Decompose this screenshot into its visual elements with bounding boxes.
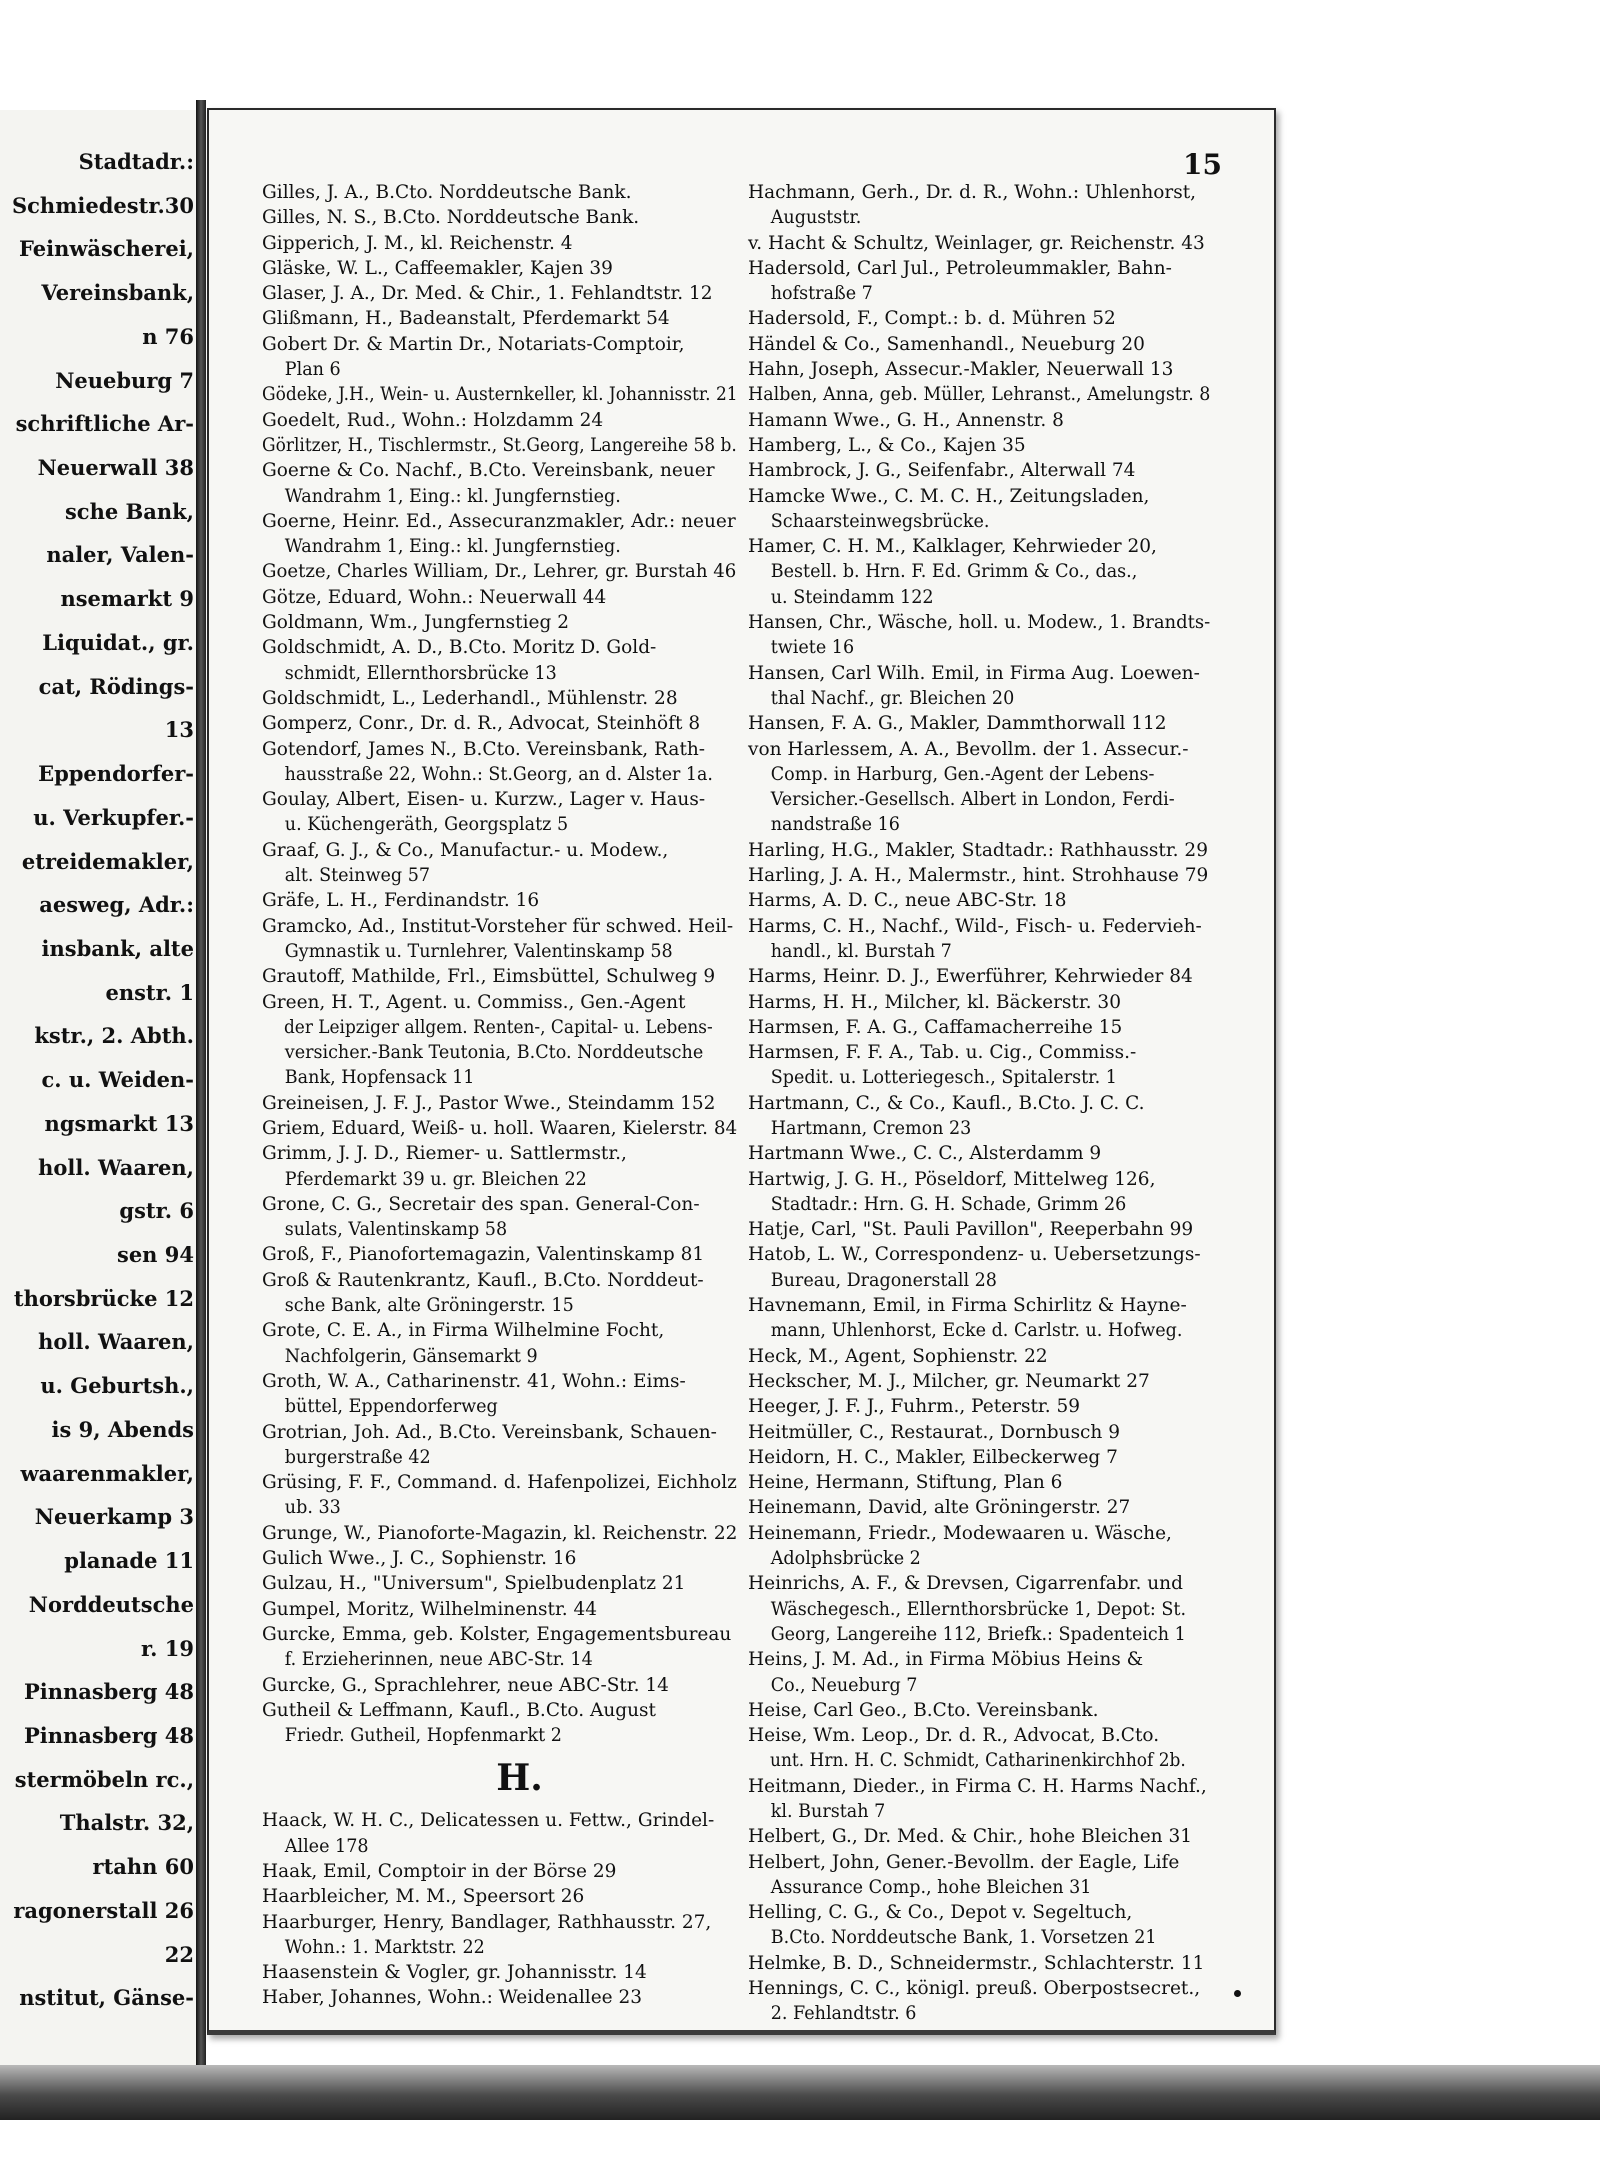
left-page-text-line: stermöbeln rc., xyxy=(14,1766,194,1792)
left-page-text-line: schriftliche Ar- xyxy=(15,411,194,437)
entry-continuation: Friedr. Gutheil, Hopfenmarkt 2 xyxy=(284,1725,562,1747)
directory-entry: Heitmüller, C., Restaurat., Dornbusch 9 xyxy=(748,1421,1120,1443)
directory-entry: Heinemann, Friedr., Modewaaren u. Wäsche, xyxy=(748,1522,1172,1544)
entry-continuation: u. Steindamm 122 xyxy=(770,586,934,608)
directory-entry: Gotendorf, James N., B.Cto. Vereinsbank, Rath- xyxy=(262,738,706,760)
entry-continuation: burgerstraße 42 xyxy=(284,1446,431,1468)
entry-continuation: Bank, Hopfensack 11 xyxy=(284,1067,475,1089)
left-page-text-line: Thalstr. 32, xyxy=(59,1810,194,1836)
left-page-text-line: cat, Rödings- xyxy=(38,673,194,699)
entry-continuation: alt. Steinweg 57 xyxy=(284,865,431,887)
directory-entry: Heitmann, Dieder., in Firma C. H. Harms Nachf., xyxy=(748,1775,1207,1797)
directory-entry: Griem, Eduard, Weiß- u. holl. Waaren, Kielerstr. 84 xyxy=(262,1117,738,1139)
directory-entry: Heinrichs, A. F., & Drevsen, Cigarrenfabr. und xyxy=(748,1573,1183,1595)
left-page-text-line: 22 xyxy=(164,1941,194,1967)
left-page-text-line: is 9, Abends xyxy=(51,1416,194,1442)
directory-entry: Hamann Wwe., G. H., Annenstr. 8 xyxy=(748,409,1064,431)
entry-continuation: mann, Uhlenhorst, Ecke d. Carlstr. u. Hofweg. xyxy=(770,1320,1183,1342)
directory-entry: Hansen, F. A. G., Makler, Dammthorwall 112 xyxy=(748,713,1167,735)
entry-continuation: handl., kl. Burstah 7 xyxy=(770,940,952,962)
directory-entry: Haak, Emil, Comptoir in der Börse 29 xyxy=(262,1861,617,1882)
entry-continuation: Bureau, Dragonerstall 28 xyxy=(770,1269,997,1291)
directory-entry: Haack, W. H. C., Delicatessen u. Fettw., Grindel- xyxy=(262,1810,715,1832)
left-page-text-line: n 76 xyxy=(142,323,194,349)
entry-continuation: Nachfolgerin, Gänsemarkt 9 xyxy=(284,1345,538,1367)
directory-entry: Heidorn, H. C., Makler, Eilbeckerweg 7 xyxy=(748,1446,1118,1468)
left-page-text-line: Neuerkamp 3 xyxy=(34,1504,194,1530)
directory-entry: Hahn, Joseph, Assecur.-Makler, Neuerwall 13 xyxy=(748,359,1174,381)
directory-entry: Gramcko, Ad., Institut-Vorsteher für schwed. Heil- xyxy=(262,915,734,937)
left-page-text-line: Stadtadr.: xyxy=(78,149,194,174)
left-page-text-line: gstr. 6 xyxy=(119,1198,194,1224)
directory-entry: Halben, Anna, geb. Müller, Lehranst., Amelungstr. 8 xyxy=(748,384,1211,406)
entry-continuation: der Leipziger allgem. Renten-, Capital- u. Lebens- xyxy=(283,1016,713,1038)
directory-entry: Harling, J. A. H., Malermstr., hint. Strohhause 79 xyxy=(748,865,1209,887)
directory-entry: Helbert, John, Gener.-Bevollm. der Eagle, Life xyxy=(748,1851,1180,1873)
directory-entry: Helbert, G., Dr. Med. & Chir., hohe Bleichen 31 xyxy=(748,1826,1193,1848)
directory-entry: Grotrian, Joh. Ad., B.Cto. Vereinsbank, Schauen- xyxy=(262,1421,717,1443)
directory-entry: Hatob, L. W., Correspondenz- u. Uebersetzungs- xyxy=(748,1244,1201,1266)
entry-continuation: nandstraße 16 xyxy=(770,814,900,836)
entry-continuation: Georg, Langereihe 112, Briefk.: Spadenteich 1 xyxy=(770,1623,1186,1645)
directory-entry: Hachmann, Gerh., Dr. d. R., Wohn.: Uhlenhorst, xyxy=(748,182,1197,203)
left-page-fragment xyxy=(0,110,203,2070)
directory-entry: Heise, Carl Geo., B.Cto. Vereinsbank. xyxy=(748,1699,1099,1721)
entry-continuation: Wandrahm 1, Eing.: kl. Jungfernstieg. xyxy=(284,485,621,507)
directory-entry: Gilles, J. A., B.Cto. Norddeutsche Bank. xyxy=(262,182,632,203)
page-dot-mark xyxy=(1234,1990,1241,1997)
directory-entry: Goulay, Albert, Eisen- u. Kurzw., Lager v. Haus- xyxy=(262,789,706,811)
left-page-text-line: Liquidat., gr. xyxy=(42,629,194,655)
directory-entry: Grunge, W., Pianoforte-Magazin, kl. Reichenstr. 22 xyxy=(262,1522,738,1544)
directory-entry: Gomperz, Conr., Dr. d. R., Advocat, Steinhöft 8 xyxy=(262,713,701,735)
left-page-text-line: waarenmakler, xyxy=(20,1460,194,1486)
entry-continuation: hausstraße 22, Wohn.: St.Georg, an d. Alster 1a. xyxy=(284,763,713,785)
left-page-text-line: Eppendorfer- xyxy=(38,761,194,787)
directory-entry: Gödeke, J.H., Wein- u. Austernkeller, kl. Johannisstr. 21 xyxy=(262,384,738,406)
left-page-text-line: aesweg, Adr.: xyxy=(39,892,194,918)
directory-entry: Goldschmidt, A. D., B.Cto. Moritz D. Gold- xyxy=(262,637,657,659)
left-page-text-line: nsemarkt 9 xyxy=(60,586,194,612)
entry-continuation: Adolphsbrücke 2 xyxy=(770,1548,921,1570)
bottom-shadow xyxy=(0,2065,1600,2120)
entry-continuation: Auguststr. xyxy=(770,207,862,229)
entry-continuation: büttel, Eppendorferweg xyxy=(284,1396,498,1418)
bottom-edge xyxy=(0,2120,1600,2177)
directory-entry: Gurcke, G., Sprachlehrer, neue ABC-Str. 14 xyxy=(262,1674,669,1696)
directory-entry: Hartmann, C., & Co., Kaufl., B.Cto. J. C. C. xyxy=(748,1092,1145,1114)
directory-entry: Grimm, J. J. D., Riemer- u. Sattlermstr., xyxy=(262,1143,627,1165)
entry-continuation: Co., Neueburg 7 xyxy=(770,1674,918,1696)
page-number: 15 xyxy=(1183,148,1222,181)
directory-entry: Graaf, G. J., & Co., Manufactur.- u. Modew., xyxy=(262,839,669,861)
left-page-text-line: kstr., 2. Abth. xyxy=(34,1023,194,1049)
entry-continuation: Hartmann, Cremon 23 xyxy=(770,1117,972,1139)
directory-entry: Gurcke, Emma, geb. Kolster, Engagementsbureau xyxy=(262,1623,732,1645)
directory-entry: Harms, A. D. C., neue ABC-Str. 18 xyxy=(748,890,1067,912)
entry-continuation: Assurance Comp., hohe Bleichen 31 xyxy=(770,1876,1092,1898)
right-column xyxy=(748,180,1210,2027)
directory-entry: Gipperich, J. M., kl. Reichenstr. 4 xyxy=(262,232,573,254)
left-page-text-line: etreidemakler, xyxy=(21,848,194,874)
left-page-text-line: planade 11 xyxy=(64,1548,194,1574)
directory-entry: Gutheil & Leffmann, Kaufl., B.Cto. August xyxy=(262,1699,656,1721)
entry-continuation: schmidt, Ellernthorsbrücke 13 xyxy=(284,662,557,684)
directory-entry: Gulich Wwe., J. C., Sophienstr. 16 xyxy=(262,1548,577,1570)
directory-entry: Grone, C. G., Secretair des span. General-Con- xyxy=(262,1193,700,1215)
entry-continuation: u. Küchengeräth, Georgsplatz 5 xyxy=(284,814,569,836)
left-page-text-line: ragonerstall 26 xyxy=(13,1897,194,1923)
left-page-text-line: u. Geburtsh., xyxy=(40,1373,194,1399)
directory-entry: Händel & Co., Samenhandl., Neueburg 20 xyxy=(748,333,1145,355)
entry-continuation: Pferdemarkt 39 u. gr. Bleichen 22 xyxy=(284,1168,587,1190)
directory-entry: Groß & Rautenkrantz, Kaufl., B.Cto. Norddeut- xyxy=(262,1269,704,1291)
left-page-text-line: Neuerwall 38 xyxy=(37,455,194,481)
directory-entry: Harms, H. H., Milcher, kl. Bäckerstr. 30 xyxy=(748,991,1121,1013)
entry-continuation: ub. 33 xyxy=(284,1497,341,1519)
entry-continuation: f. Erzieherinnen, neue ABC-Str. 14 xyxy=(284,1649,593,1671)
directory-entry: Glaser, J. A., Dr. Med. & Chir., 1. Fehlandtstr. 12 xyxy=(262,283,713,305)
left-page-text-line: insbank, alte xyxy=(41,935,194,961)
entry-continuation: Plan 6 xyxy=(284,359,341,381)
entry-continuation: Wandrahm 1, Eing.: kl. Jungfernstieg. xyxy=(284,536,621,558)
directory-entry: Grautoff, Mathilde, Frl., Eimsbüttel, Schulweg 9 xyxy=(262,966,716,988)
left-page-text-line: holl. Waaren, xyxy=(38,1154,194,1180)
left-page-text-line: Vereinsbank, xyxy=(41,280,194,306)
entry-continuation: Bestell. b. Hrn. F. Ed. Grimm & Co., das., xyxy=(770,561,1138,583)
entry-continuation: Versicher.-Gesellsch. Albert in London, Ferdi- xyxy=(770,789,1175,811)
directory-entry: Goldschmidt, L., Lederhandl., Mühlenstr. 28 xyxy=(262,687,678,709)
left-column xyxy=(262,180,737,2011)
directory-entry: Gulzau, H., "Universum", Spielbudenplatz 21 xyxy=(262,1573,686,1595)
entry-continuation: sulats, Valentinskamp 58 xyxy=(284,1219,508,1241)
directory-entry: Groth, W. A., Catharinenstr. 41, Wohn.: Eims- xyxy=(262,1370,686,1392)
directory-entry: Heckscher, M. J., Milcher, gr. Neumarkt 27 xyxy=(748,1370,1150,1392)
entry-continuation: hofstraße 7 xyxy=(770,283,873,305)
directory-entry: Heck, M., Agent, Sophienstr. 22 xyxy=(748,1345,1048,1367)
directory-entry: Hadersold, Carl Jul., Petroleummakler, Bahn- xyxy=(748,257,1172,279)
section-letter-heading: H. xyxy=(496,1757,543,1800)
directory-entry: Hansen, Carl Wilh. Emil, in Firma Aug. Loewen- xyxy=(748,662,1200,684)
directory-entry: Haber, Johannes, Wohn.: Weidenallee 23 xyxy=(262,1987,643,2009)
directory-entry: Götze, Eduard, Wohn.: Neuerwall 44 xyxy=(262,586,607,608)
directory-entry: Groß, F., Pianofortemagazin, Valentinskamp 81 xyxy=(262,1244,705,1266)
directory-entry: Goerne & Co. Nachf., B.Cto. Vereinsbank, neuer xyxy=(262,460,715,482)
left-page-text-line: r. 19 xyxy=(141,1635,194,1661)
directory-entry: von Harlessem, A. A., Bevollm. der 1. Assecur.- xyxy=(748,738,1189,760)
directory-entry: Hansen, Chr., Wäsche, holl. u. Modew., 1. Brandts- xyxy=(748,612,1211,634)
directory-entry: Haasenstein & Vogler, gr. Johannisstr. 14 xyxy=(262,1962,647,1984)
entry-continuation: 2. Fehlandtstr. 6 xyxy=(770,2003,917,2025)
directory-entry: Haarburger, Henry, Bandlager, Rathhausstr. 27, xyxy=(262,1911,712,1933)
entry-continuation: Wäschegesch., Ellernthorsbrücke 1, Depot: St. xyxy=(770,1598,1187,1620)
left-page-text-line: 13 xyxy=(164,717,194,743)
directory-entry: Harms, C. H., Nachf., Wild-, Fisch- u. Federvieh- xyxy=(748,915,1202,937)
directory-entry: Greineisen, J. F. J., Pastor Wwe., Steindamm 152 xyxy=(262,1092,716,1114)
directory-entry: Heeger, J. F. J., Fuhrm., Peterstr. 59 xyxy=(748,1396,1080,1418)
directory-entry: Hambrock, J. G., Seifenfabr., Alterwall 74 xyxy=(748,460,1136,482)
entry-continuation: Gymnastik u. Turnlehrer, Valentinskamp 58 xyxy=(284,940,673,962)
directory-entry: Havnemann, Emil, in Firma Schirlitz & Hayne- xyxy=(748,1295,1187,1317)
directory-entry: Heine, Hermann, Stiftung, Plan 6 xyxy=(748,1472,1063,1494)
left-page-text-line: Schmiedestr.30 xyxy=(11,192,194,218)
directory-entry: Görlitzer, H., Tischlermstr., St.Georg, Langereihe 58 b. xyxy=(262,434,737,456)
left-page-text-line: c. u. Weiden- xyxy=(41,1067,194,1093)
left-page-text-line: holl. Waaren, xyxy=(38,1329,194,1355)
left-page-text-line: Neueburg 7 xyxy=(55,367,194,393)
entry-continuation: unt. Hrn. H. C. Schmidt, Catharinenkirchhof 2b. xyxy=(770,1750,1186,1772)
left-page-text-line: sche Bank, xyxy=(64,498,194,524)
left-page-text-line: rtahn 60 xyxy=(92,1854,194,1880)
directory-entry: Hartwig, J. G. H., Pöseldorf, Mittelweg 126, xyxy=(748,1168,1156,1190)
entry-continuation: B.Cto. Norddeutsche Bank, 1. Vorsetzen 21 xyxy=(770,1927,1157,1949)
entry-continuation: Comp. in Harburg, Gen.-Agent der Lebens- xyxy=(770,763,1155,785)
directory-entry: Haarbleicher, M. M., Speersort 26 xyxy=(262,1886,585,1908)
directory-entry: Harling, H.G., Makler, Stadtadr.: Rathhausstr. 29 xyxy=(748,839,1208,861)
entry-continuation: Allee 178 xyxy=(284,1835,369,1857)
left-page-text-line: enstr. 1 xyxy=(105,979,194,1005)
left-page-text-line: nstitut, Gänse- xyxy=(19,1985,194,2011)
entry-continuation: Wohn.: 1. Marktstr. 22 xyxy=(284,1936,485,1958)
directory-entry: Hamcke Wwe., C. M. C. H., Zeitungsladen, xyxy=(748,485,1150,507)
directory-entry: Gumpel, Moritz, Wilhelminenstr. 44 xyxy=(262,1598,598,1620)
entry-continuation: versicher.-Bank Teutonia, B.Cto. Norddeutsche xyxy=(284,1042,704,1064)
left-page-text-line: thorsbrücke 12 xyxy=(13,1285,194,1311)
left-page-text-line: Pinnasberg 48 xyxy=(23,1722,194,1748)
directory-entry: Grüsing, F. F., Command. d. Hafenpolizei, Eichholz xyxy=(262,1472,737,1494)
directory-entry: Harmsen, F. A. G., Caffamacherreihe 15 xyxy=(748,1016,1123,1038)
entry-continuation: Spedit. u. Lotteriegesch., Spitalerstr. 1 xyxy=(770,1067,1117,1089)
directory-entry: Hadersold, F., Compt.: b. d. Mühren 52 xyxy=(748,308,1116,330)
entry-continuation: kl. Burstah 7 xyxy=(770,1801,886,1822)
entry-continuation: twiete 16 xyxy=(770,637,855,659)
left-page-text-line: Pinnasberg 48 xyxy=(23,1679,194,1705)
directory-entry: Heinemann, David, alte Gröningerstr. 27 xyxy=(748,1497,1131,1519)
entry-continuation: sche Bank, alte Gröningerstr. 15 xyxy=(284,1295,574,1317)
directory-entry: Hamberg, L., & Co., Kajen 35 xyxy=(748,434,1026,456)
directory-entry: Hennings, C. C., königl. preuß. Oberpostsecret., xyxy=(748,1978,1201,2000)
directory-entry: Grote, C. E. A., in Firma Wilhelmine Focht, xyxy=(262,1320,665,1342)
entry-continuation: thal Nachf., gr. Bleichen 20 xyxy=(770,687,1015,709)
entry-continuation: Schaarsteinwegsbrücke. xyxy=(770,510,990,532)
book-binding xyxy=(196,100,206,2075)
directory-entry: Harms, Heinr. D. J., Ewerführer, Kehrwieder 84 xyxy=(748,966,1193,988)
directory-entry: Goetze, Charles William, Dr., Lehrer, gr. Burstah 46 xyxy=(262,561,737,583)
directory-entry: Heise, Wm. Leop., Dr. d. R., Advocat, B.Cto. xyxy=(748,1725,1160,1747)
directory-entry: Glißmann, H., Badeanstalt, Pferdemarkt 54 xyxy=(262,308,670,330)
left-page-text-line: sen 94 xyxy=(117,1242,194,1268)
left-page-text-line: Feinwäscherei, xyxy=(18,236,194,262)
directory-entry: Gobert Dr. & Martin Dr., Notariats-Comptoir, xyxy=(262,333,685,355)
directory-entry: Helling, C. G., & Co., Depot v. Segeltuch, xyxy=(748,1902,1133,1924)
directory-entry: Helmke, B. D., Schneidermstr., Schlachterstr. 11 xyxy=(748,1952,1205,1974)
directory-entry: Green, H. T., Agent. u. Commiss., Gen.-Agent xyxy=(262,991,686,1013)
directory-entry: Heins, J. M. Ad., in Firma Möbius Heins & xyxy=(748,1649,1144,1671)
directory-entry: Goldmann, Wm., Jungfernstieg 2 xyxy=(262,612,569,634)
directory-entry: Hartmann Wwe., C. C., Alsterdamm 9 xyxy=(748,1143,1102,1165)
directory-entry: Hatje, Carl, "St. Pauli Pavillon", Reeperbahn 99 xyxy=(748,1219,1194,1241)
directory-entry: Hamer, C. H. M., Kalklager, Kehrwieder 20, xyxy=(748,536,1157,558)
entry-continuation: Stadtadr.: Hrn. G. H. Schade, Grimm 26 xyxy=(770,1193,1127,1215)
left-page-text-line: naler, Valen- xyxy=(46,542,194,568)
directory-entry: Gilles, N. S., B.Cto. Norddeutsche Bank. xyxy=(262,207,640,229)
directory-entry: Harmsen, F. F. A., Tab. u. Cig., Commiss.- xyxy=(748,1042,1137,1064)
left-page-text-line: ngsmarkt 13 xyxy=(44,1110,194,1136)
directory-entry: Gläske, W. L., Caffeemakler, Kajen 39 xyxy=(262,257,613,279)
directory-entry: v. Hacht & Schultz, Weinlager, gr. Reichenstr. 43 xyxy=(748,232,1205,254)
left-page-text-line: Norddeutsche xyxy=(28,1591,194,1617)
directory-entry: Goerne, Heinr. Ed., Assecuranzmakler, Adr.: neuer xyxy=(262,510,736,532)
left-page-text-line: u. Verkupfer.- xyxy=(33,804,194,830)
directory-entry: Goedelt, Rud., Wohn.: Holzdamm 24 xyxy=(262,409,604,431)
directory-entry: Gräfe, L. H., Ferdinandstr. 16 xyxy=(262,890,540,912)
